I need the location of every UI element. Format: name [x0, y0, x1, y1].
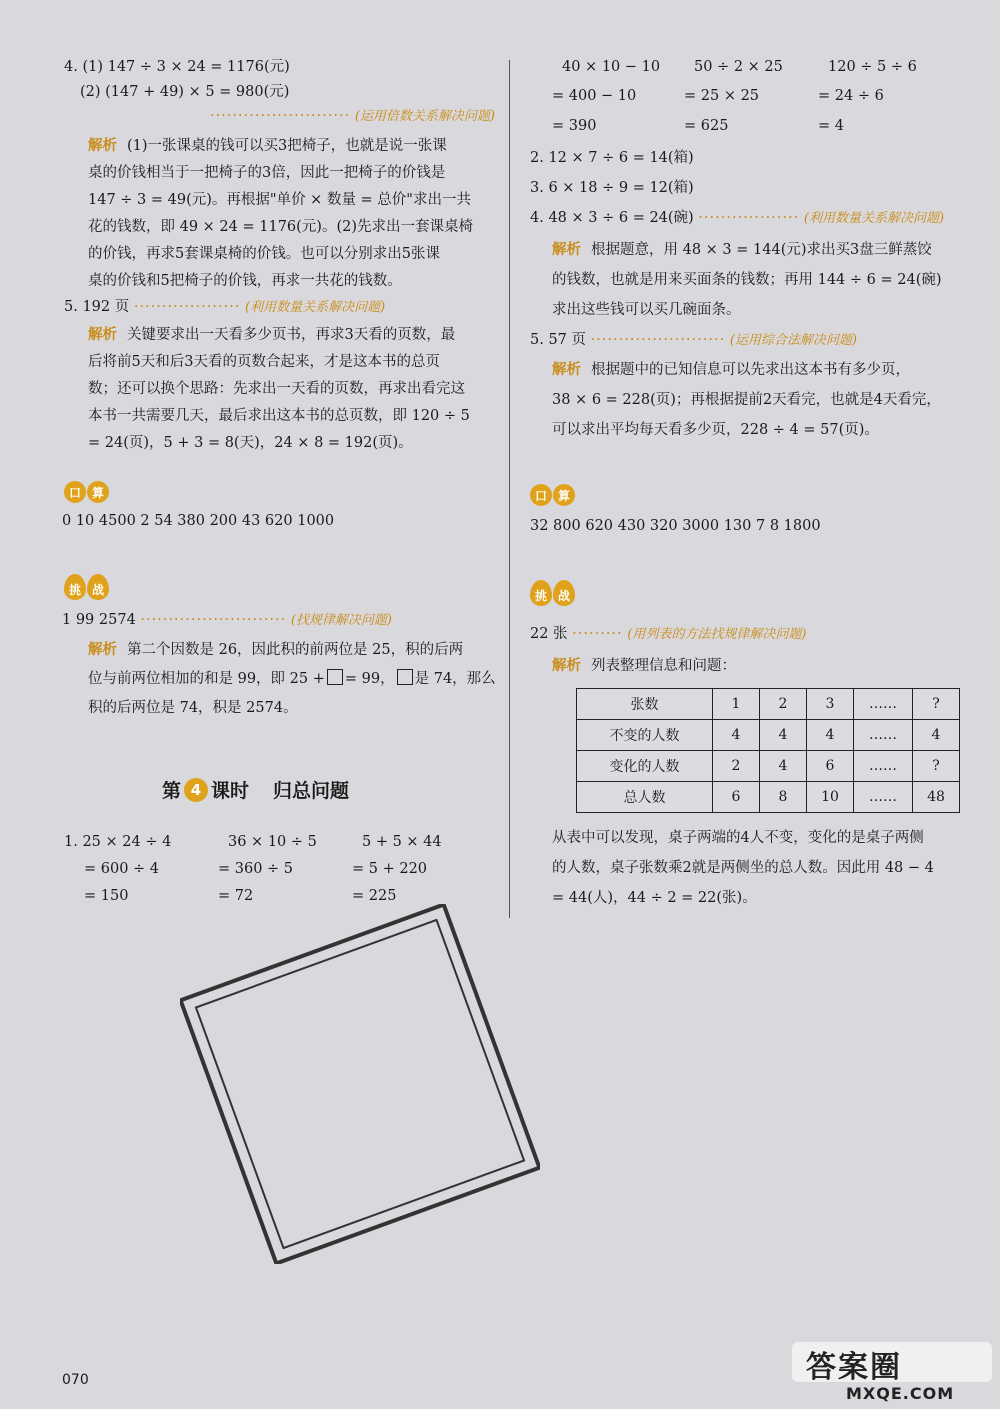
analysis-label: 解析: [88, 326, 117, 343]
calc-col2-l1: 50 ÷ 2 × 25: [694, 59, 783, 75]
pattern-table: [576, 688, 960, 813]
analysis-label: 解析: [552, 361, 581, 378]
q5-analysis-4: 本书一共需要几天，最后求出这本书的总页数，即 120 ÷ 5: [88, 408, 470, 424]
challenge-r-intro: 解析 列表整理信息和问题：: [552, 657, 736, 674]
q5-answer-row: 5. 192 页 ··················· (利用数量关系解决问题): [64, 299, 386, 315]
challenge-badge-right: [530, 580, 576, 606]
calc-col2-l3: = 625: [684, 118, 729, 134]
challenge-r-method-tag: (用列表的方法找规律解决问题): [627, 627, 807, 642]
calc-col1-l3: = 390: [552, 118, 597, 134]
q4-analysis-2: 桌的价钱相当于一把椅子的3倍，因此一把椅子的价钱是: [88, 165, 446, 181]
analysis-label: 解析: [88, 641, 117, 658]
blank-box: [327, 669, 343, 685]
blank-box: [397, 669, 413, 685]
calc-col3-l1: 120 ÷ 5 ÷ 6: [828, 59, 917, 75]
oral-badge-char: 算: [553, 484, 575, 506]
q5r-method-tag: (运用综合法解决问题): [729, 333, 858, 348]
q5r-answer: 5. 57 页: [530, 332, 587, 348]
q4-analysis-5: 的价钱，再求5套课桌椅的价钱。也可以分别求出5张课: [88, 246, 440, 262]
q4-line1: 4. (1) 147 ÷ 3 × 24 = 1176(元): [64, 59, 290, 75]
q5-method-tag: (利用数量关系解决问题): [245, 300, 386, 315]
q5-answer: 5. 192 页: [64, 299, 130, 315]
page-number: 070: [62, 1372, 89, 1388]
q5r-analysis-1: 解析 根据题中的已知信息可以先求出这本书有多少页，: [552, 361, 910, 378]
q5r-analysis-3: 可以求出平均每天看多少页，228 ÷ 4 = 57(页)。: [552, 422, 879, 438]
q4-method-tag: (运用倍数关系解决问题): [354, 109, 495, 124]
challenge-answer-row: 1 99 2574 ·························· (找规律解决问题): [62, 612, 393, 628]
table-row: 张数 1 2 3 …… ?: [577, 689, 960, 720]
column-divider: [509, 60, 510, 918]
challenge-answer: 1 99 2574: [62, 612, 136, 628]
q5-analysis-5: = 24(页)，5 + 3 = 8(天)，24 × 8 = 192(页)。: [88, 435, 413, 451]
oral-badge-char: 口: [64, 481, 86, 503]
q3-answer: 3. 6 × 18 ÷ 9 = 12(箱): [530, 180, 694, 196]
lesson-heading: 归总问题: [273, 780, 350, 802]
q4r-analysis-2: 的钱数，也就是用来买面条的钱数；再用 144 ÷ 6 = 24(碗): [552, 272, 942, 288]
table-row: 不变的人数 4 4 4 …… 4: [577, 720, 960, 751]
oral-answers-right: 32 800 620 430 320 3000 130 7 8 1800: [530, 518, 821, 534]
q4r-answer-row: 4. 48 × 3 ÷ 6 = 24(碗) ·················· (利用数量关系解决问题): [530, 210, 945, 226]
q5r-analysis-2: 38 × 6 = 228(页)；再根据提前2天看完，也就是4天看完，: [552, 392, 941, 408]
challenge-r-conclusion-1: 从表中可以发现，桌子两端的4人不变，变化的是桌子两侧: [552, 830, 924, 846]
challenge-badge-char: 战: [87, 574, 109, 600]
q4r-method-tag: (利用数量关系解决问题): [803, 211, 945, 226]
q2-answer: 2. 12 × 7 ÷ 6 = 14(箱): [530, 150, 694, 166]
q4-analysis-3: 147 ÷ 3 = 49(元)。再根据"单价 × 数量 = 总价"求出一共: [88, 192, 471, 208]
calc-col2-l2: = 25 × 25: [684, 88, 760, 104]
watermark-stamp: [180, 904, 540, 1264]
challenge-r-answer: 22 张: [530, 626, 568, 642]
calc-col1-l2: = 400 − 10: [552, 88, 637, 104]
q1-col1-l1: 1. 25 × 24 ÷ 4: [64, 834, 172, 850]
calc-col1-l1: 40 × 10 − 10: [562, 59, 661, 75]
challenge-r-conclusion-3: = 44(人)，44 ÷ 2 = 22(张)。: [552, 890, 757, 906]
q1-col3-l3: = 225: [352, 888, 397, 904]
q1-col1-l2: = 600 ÷ 4: [84, 861, 160, 877]
analysis-label: 解析: [552, 657, 581, 674]
lesson-title: 第 4 课时 归总问题: [162, 776, 349, 803]
lesson-number-badge: 4: [184, 778, 208, 802]
analysis-label: 解析: [552, 241, 581, 258]
oral-badge-right: [530, 484, 576, 506]
oral-badge-char: 口: [530, 484, 552, 506]
q1-col2-l2: = 360 ÷ 5: [218, 861, 294, 877]
q4r-analysis-3: 求出这些钱可以买几碗面条。: [552, 302, 741, 318]
q4-line2: (2) (147 + 49) × 5 = 980(元): [80, 84, 290, 100]
calc-col3-l2: = 24 ÷ 6: [818, 88, 884, 104]
challenge-analysis-1: 解析 第二个因数是 26，因此积的前两位是 25，积的后两: [88, 641, 464, 658]
challenge-method-tag: (找规律解决问题): [290, 613, 393, 628]
q4r-analysis-1: 解析 根据题意，用 48 × 3 = 144(元)求出买3盘三鲜蒸饺: [552, 241, 932, 258]
q1-col3-l2: = 5 + 220: [352, 861, 428, 877]
table-row: 变化的人数 2 4 6 …… ?: [577, 751, 960, 782]
q1-col2-l3: = 72: [218, 888, 254, 904]
q1-col3-l1: 5 + 5 × 44: [362, 834, 442, 850]
oral-answers-left: 0 10 4500 2 54 380 200 43 620 1000: [62, 513, 335, 529]
q5-analysis-1: 解析 关键要求出一天看多少页书，再求3天看的页数，最: [88, 326, 456, 343]
oral-badge-left: [64, 481, 110, 503]
q4r-answer: 4. 48 × 3 ÷ 6 = 24(碗): [530, 210, 694, 226]
challenge-badge-left: [64, 574, 110, 600]
challenge-badge-char: 挑: [530, 580, 552, 606]
q5-analysis-3: 数；还可以换个思路：先求出一天看的页数，再求出看完这: [88, 381, 465, 397]
oral-badge-char: 算: [87, 481, 109, 503]
challenge-r-conclusion-2: 的人数，桌子张数乘2就是两侧坐的总人数。因此用 48 − 4: [552, 860, 934, 876]
q4-analysis-1: 解析 (1)一张课桌的钱可以买3把椅子，也就是说一张课: [88, 137, 447, 154]
q5-analysis-2: 后将前5天和后3天看的页数合起来，才是这本书的总页: [88, 354, 440, 370]
q4-analysis-6: 桌的价钱和5把椅子的价钱，再求一共花的钱数。: [88, 273, 402, 289]
q1-col2-l1: 36 × 10 ÷ 5: [228, 834, 317, 850]
analysis-label: 解析: [88, 137, 117, 154]
challenge-r-answer-row: 22 张 ········· (用列表的方法找规律解决问题): [530, 626, 807, 642]
challenge-badge-char: 战: [553, 580, 575, 606]
logo-main-text: 答案圈: [806, 1350, 902, 1385]
table-row: 总人数 6 8 10 …… 48: [577, 782, 960, 813]
challenge-analysis-3: 积的后两位是 74，积是 2574。: [88, 700, 298, 716]
calc-col3-l3: = 4: [818, 118, 844, 134]
logo-url-text: MXQE.COM: [846, 1384, 955, 1403]
q1-col1-l3: = 150: [84, 888, 129, 904]
q4-tag-row: ························· (运用倍数关系解决问题): [210, 108, 495, 124]
q5r-answer-row: 5. 57 页 ························ (运用综合法解决问题): [530, 332, 858, 348]
challenge-badge-char: 挑: [64, 574, 86, 600]
q4-analysis-4: 花的钱数，即 49 × 24 = 1176(元)。(2)先求出一套课桌椅: [88, 219, 473, 235]
challenge-analysis-2: 位与前两位相加的和是 99，即 25 + = 99， 是 74，那么: [88, 671, 496, 687]
